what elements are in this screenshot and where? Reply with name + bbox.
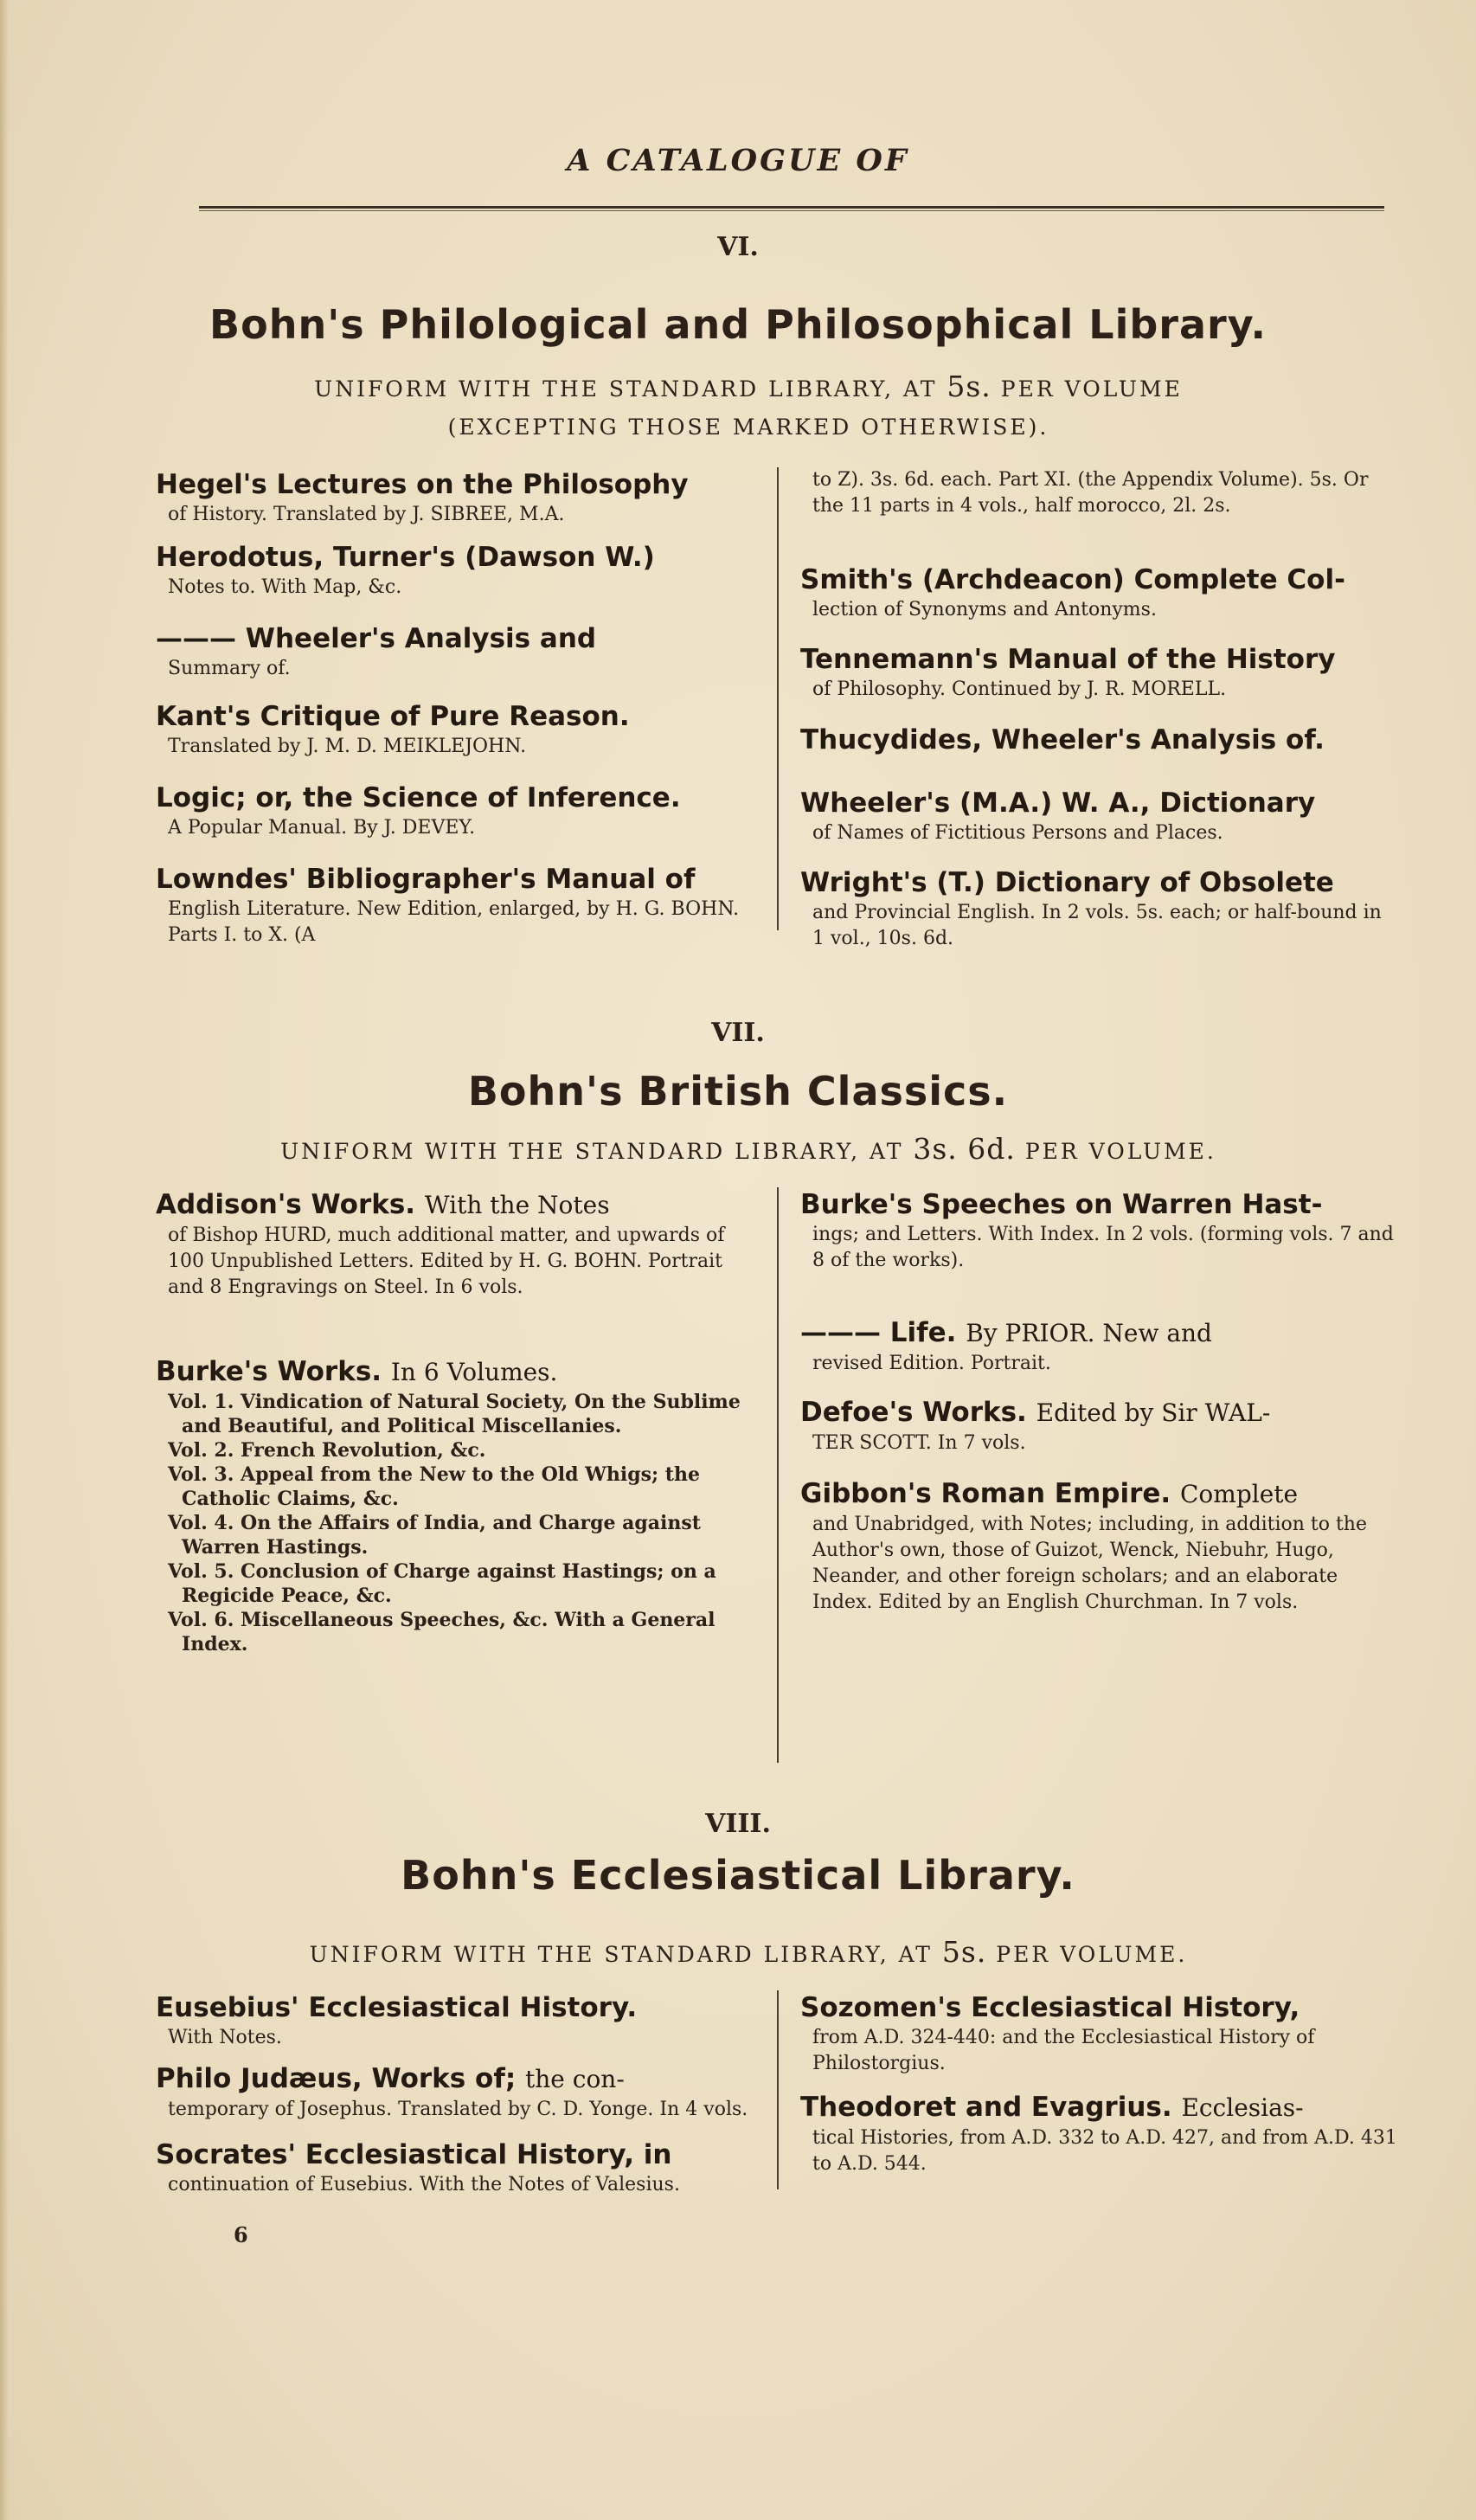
entry-heading: ——— Wheeler's Analysis and	[156, 623, 597, 654]
subtitle-note: (EXCEPTING THOSE MARKED OTHERWISE).	[447, 415, 1049, 440]
entry-heading: Socrates' Ecclesiastical History, in	[156, 2139, 672, 2170]
entry-description: lection of Synonyms and Antonyms.	[812, 599, 1157, 620]
entry-heading: Herodotus, Turner's (Dawson W.)	[156, 542, 655, 573]
entry-heading: Hegel's Lectures on the Philosophy	[156, 469, 689, 500]
entry-heading: Philo Judæus, Works of;	[156, 2063, 517, 2094]
section-title: Bohn's Ecclesiastical Library.	[401, 1852, 1075, 1899]
page-number: 6	[234, 2222, 248, 2247]
entry-description: Summary of.	[168, 658, 291, 679]
entry-heading: Sozomen's Ecclesiastical History,	[800, 1992, 1300, 2023]
volume-item: Vol. 1. Vindication of Natural Society, On the Sublime and Beautiful, and Political Miscellanies.	[168, 1391, 741, 1437]
catalogue-entry	[156, 862, 753, 948]
catalogue-entry	[156, 1990, 753, 2051]
subtitle-price: 5s.	[941, 1935, 987, 1969]
catalogue-entry	[156, 2138, 753, 2198]
catalogue-entry	[156, 621, 753, 682]
catalogue-entry	[156, 2061, 753, 2123]
entry-description: of Bishop HURD, much additional matter, and upwards of 100 Unpublished Letters. Edited by H. G. BOHN. Portrait and 8 Engravings on Steel. In 6 vols.	[168, 1225, 725, 1298]
entry-description: of Names of Fictitious Persons and Places.	[812, 822, 1223, 844]
catalogue-entry	[800, 1395, 1397, 1456]
entry-description: to Z). 3s. 6d. each. Part XI. (the Appendix Volume). 5s. Or the 11 parts in 4 vols., half morocco, 2l. 2s.	[812, 469, 1369, 517]
entry-description: Translated by J. M. D. MEIKLEJOHN.	[168, 736, 527, 757]
catalogue-entry	[156, 540, 753, 601]
entry-description: revised Edition. Portrait.	[812, 1353, 1051, 1374]
catalogue-entry	[800, 723, 1397, 757]
entry-description: and Provincial English. In 2 vols. 5s. each; or half-bound in 1 vol., 10s. 6d.	[812, 902, 1382, 949]
entry-heading-line	[800, 1315, 1397, 1351]
entry-heading-line	[156, 1354, 753, 1390]
entry-heading: Thucydides, Wheeler's Analysis of.	[800, 724, 1325, 755]
entry-heading-line	[156, 1187, 753, 1223]
catalogue-entry	[800, 642, 1397, 703]
entry-description: temporary of Josephus. Translated by C. D. Yonge. In 4 vols.	[168, 2099, 748, 2120]
entry-heading: Addison's Works.	[156, 1189, 416, 1220]
section-subtitle	[156, 368, 1341, 447]
section-numeral: VI.	[717, 232, 759, 262]
catalogue-entry	[800, 1476, 1397, 1616]
entry-heading: Gibbon's Roman Empire.	[800, 1478, 1171, 1509]
entry-heading-continuation: Edited by Sir WAL-	[1036, 1398, 1271, 1427]
subtitle-price: 3s. 6d.	[913, 1132, 1016, 1166]
entry-description: With Notes.	[168, 2027, 282, 2048]
catalogue-entry	[800, 786, 1397, 846]
entry-heading-line	[156, 2061, 753, 2097]
entry-description: of History. Translated by J. SIBREE, M.A.	[168, 504, 565, 525]
catalogue-entry	[800, 562, 1397, 623]
entry-heading-line	[800, 1476, 1397, 1512]
running-head: A CATALOGUE OF	[567, 143, 909, 178]
subtitle-text: UNIFORM WITH THE STANDARD LIBRARY, AT	[314, 376, 938, 402]
catalogue-entry	[156, 1354, 753, 1656]
entry-heading: Lowndes' Bibliographer's Manual of	[156, 864, 696, 895]
column-divider	[777, 467, 779, 930]
entry-heading: Smith's (Archdeacon) Complete Col-	[800, 564, 1345, 595]
entry-description: A Popular Manual. By J. DEVEY.	[168, 817, 476, 839]
entry-description: of Philosophy. Continued by J. R. MORELL.	[812, 678, 1227, 700]
entry-description: continuation of Eusebius. With the Notes of Valesius.	[168, 2174, 680, 2195]
entry-heading-continuation: the con-	[525, 2065, 625, 2093]
catalogue-entry	[156, 781, 753, 841]
entry-heading: Burke's Works.	[156, 1356, 382, 1387]
subtitle-text-end: PER VOLUME.	[1024, 1139, 1216, 1164]
volume-item: Vol. 4. On the Affairs of India, and Charge against Warren Hastings.	[168, 1512, 701, 1559]
entry-heading-continuation: By PRIOR. New and	[966, 1319, 1212, 1347]
volume-item: Vol. 3. Appeal from the New to the Old Whigs; the Catholic Claims, &c.	[168, 1463, 700, 1510]
page-edge-shadow	[0, 0, 9, 2520]
catalogue-entry	[800, 865, 1397, 952]
section-numeral: VIII.	[705, 1809, 771, 1839]
section-title: Bohn's British Classics.	[467, 1068, 1009, 1115]
column-divider	[777, 1990, 779, 2189]
entry-heading: Kant's Critique of Pure Reason.	[156, 701, 630, 732]
entry-heading: Defoe's Works.	[800, 1397, 1027, 1428]
entry-description: TER SCOTT. In 7 vols.	[812, 1432, 1026, 1454]
entry-heading-line	[800, 1395, 1397, 1430]
catalogue-entry	[156, 467, 753, 528]
entry-heading-continuation: In 6 Volumes.	[390, 1358, 558, 1386]
subtitle-text-end: PER VOLUME.	[996, 1942, 1188, 1967]
catalogue-entry	[156, 1187, 753, 1301]
entry-heading: Burke's Speeches on Warren Hast-	[800, 1189, 1323, 1220]
entry-heading: Eusebius' Ecclesiastical History.	[156, 1992, 638, 2023]
section-title: Bohn's Philological and Philosophical Library.	[209, 301, 1267, 348]
entry-heading-line	[800, 2090, 1397, 2125]
entry-description: from A.D. 324-440: and the Ecclesiastical History of Philostorgius.	[812, 2027, 1315, 2074]
entry-description: and Unabridged, with Notes; including, in addition to the Author's own, those of Guizot, Wenck, Niebuhr, Hugo, Neander, and other foreign scholars; and an elaborate Index. Edited by an English Churchman. In 7 vols.	[812, 1514, 1367, 1613]
section-subtitle	[156, 1130, 1341, 1171]
entry-heading: Tennemann's Manual of the History	[800, 644, 1336, 675]
volume-item: Vol. 6. Miscellaneous Speeches, &c. With a General Index.	[168, 1609, 716, 1655]
entry-heading-continuation: Complete	[1179, 1480, 1299, 1508]
entry-heading-continuation: With the Notes	[424, 1191, 610, 1219]
catalogue-entry	[800, 1187, 1397, 1274]
entry-description: tical Histories, from A.D. 332 to A.D. 427, and from A.D. 431 to A.D. 544.	[812, 2127, 1397, 2175]
subtitle-text-end: PER VOLUME	[1000, 376, 1183, 402]
subtitle-text: UNIFORM WITH THE STANDARD LIBRARY, AT	[309, 1942, 933, 1967]
subtitle-text: UNIFORM WITH THE STANDARD LIBRARY, AT	[280, 1139, 904, 1164]
entry-description: English Literature. New Edition, enlarged, by H. G. BOHN. Parts I. to X. (A	[168, 898, 740, 946]
section-numeral: VII.	[711, 1018, 765, 1048]
volume-item: Vol. 5. Conclusion of Charge against Hastings; on a Regicide Peace, &c.	[168, 1560, 716, 1607]
catalogue-entry	[156, 699, 753, 760]
catalogue-entry	[800, 2090, 1397, 2177]
entry-description: ings; and Letters. With Index. In 2 vols. (forming vols. 7 and 8 of the works).	[812, 1224, 1394, 1271]
entry-heading-continuation: Ecclesias-	[1181, 2093, 1304, 2122]
entry-description: Notes to. With Map, &c.	[168, 576, 402, 598]
header-rule-thin	[199, 210, 1384, 211]
entry-heading: Logic; or, the Science of Inference.	[156, 782, 681, 813]
subtitle-price: 5s.	[947, 370, 991, 403]
entry-heading: ——— Life.	[800, 1317, 957, 1348]
entry-heading: Theodoret and Evagrius.	[800, 2092, 1172, 2123]
catalogue-entry	[800, 1990, 1397, 2077]
volume-item: Vol. 2. French Revolution, &c.	[168, 1439, 486, 1462]
catalogue-entry	[800, 1315, 1397, 1377]
section-subtitle	[156, 1933, 1341, 1974]
column-divider	[777, 1187, 779, 1763]
catalogue-entry-continued	[800, 467, 1397, 519]
header-rule	[199, 206, 1384, 209]
entry-heading: Wright's (T.) Dictionary of Obsolete	[800, 867, 1334, 898]
entry-heading: Wheeler's (M.A.) W. A., Dictionary	[800, 788, 1316, 819]
